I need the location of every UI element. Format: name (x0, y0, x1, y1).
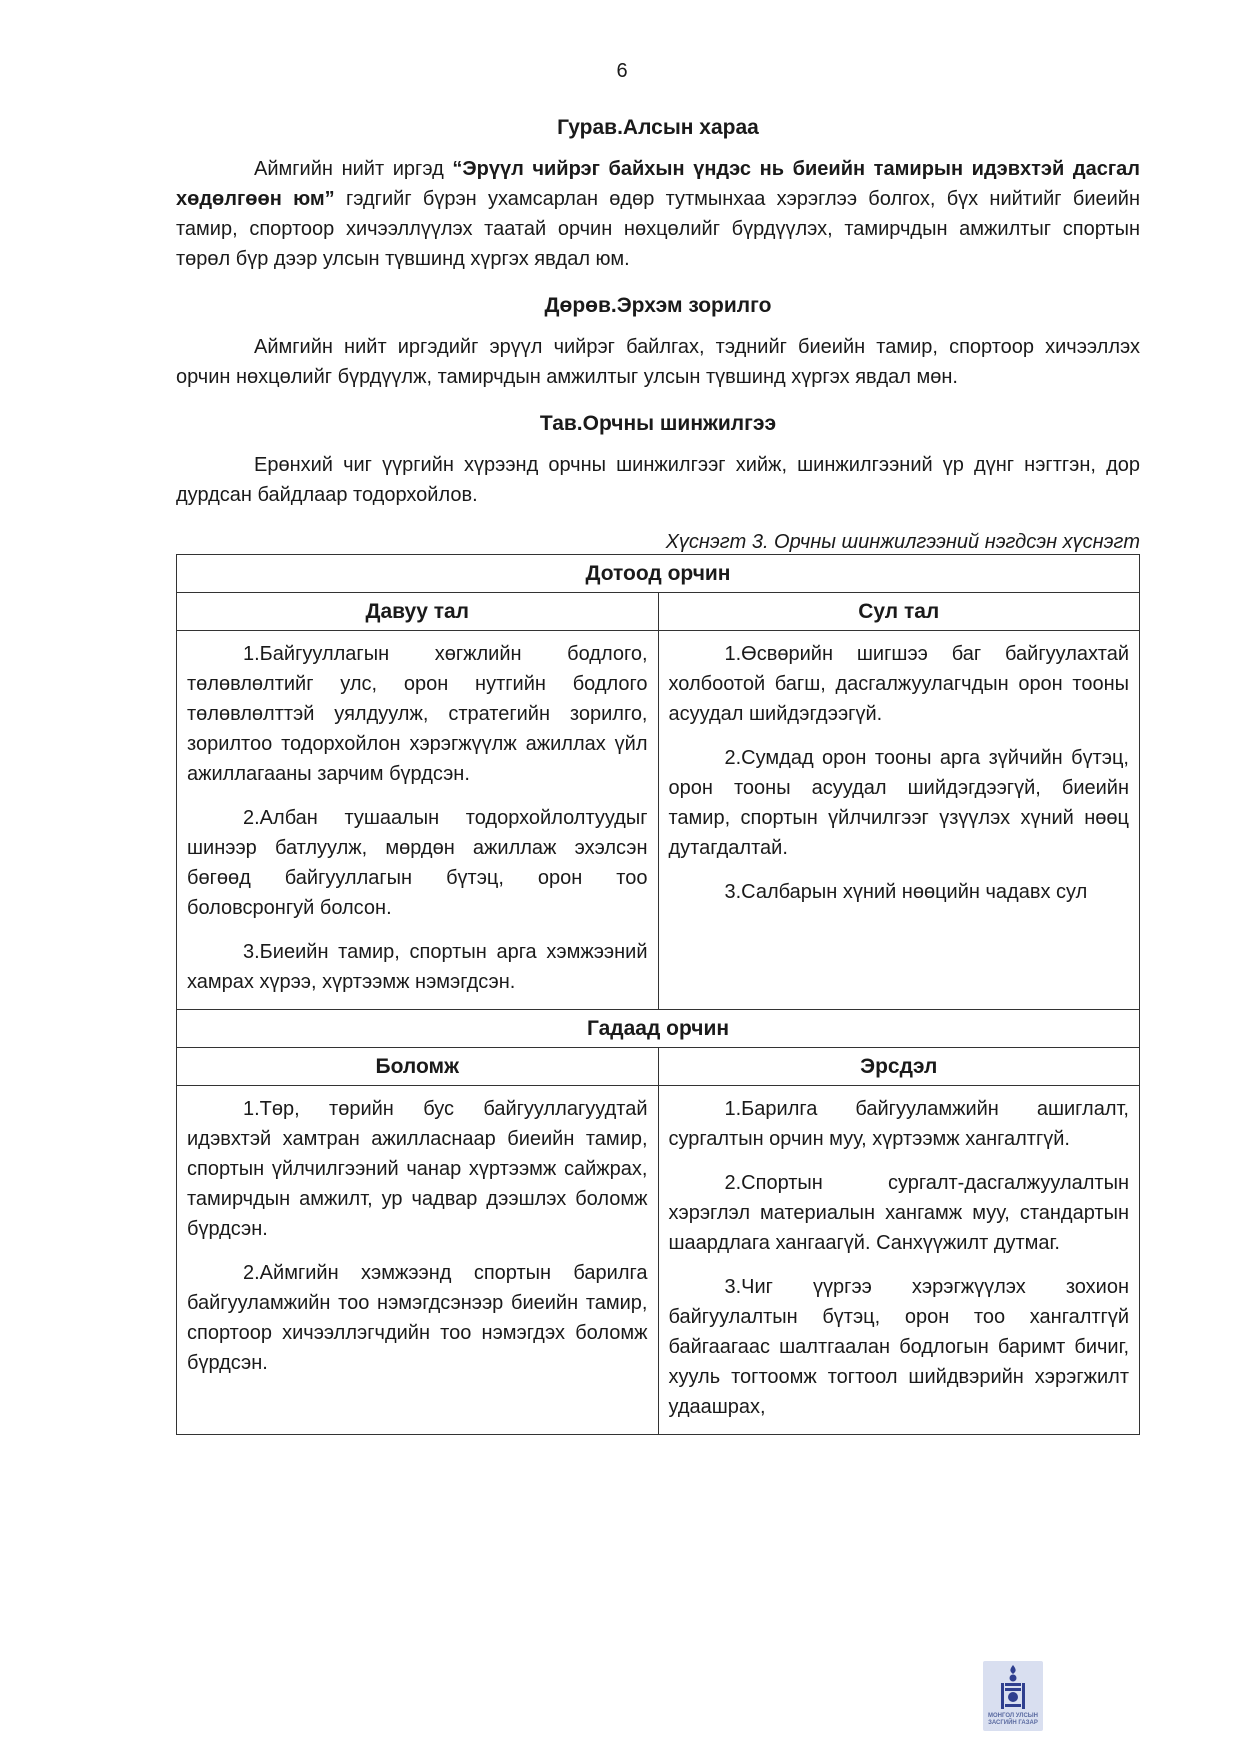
logo-line-1: МОНГОЛ УЛСЫН (988, 1713, 1038, 1719)
table-caption: Хүснэгт 3. Орчны шинжилгээний нэгдсэн хүснэгт (665, 531, 1140, 553)
vision-lead: Аймгийн нийт иргэд (254, 158, 453, 180)
internal-header-row (177, 555, 1140, 593)
opportunity-item: 1.Төр, төрийн бус байгууллагуудтай идэвхтэй хамтран ажилласнаар биеийн тамир, спортын үйлчилгээний чанар хүртээмж сайжрах, тамирчдын амжилт, ур чадвар дээшлэх боломж бүрдсэн. (187, 1098, 648, 1240)
threat-item: 2.Спортын сургалт-дасгалжуулалтын хэрэглэл материалын хангамж муу, стандартын шаардлага хангаагүй. Санхүүжилт дутмаг. (668, 1172, 1129, 1254)
weakness-item: 3.Салбарын хүний нөөцийн чадавх сул (724, 881, 1088, 903)
external-header-row (177, 1010, 1140, 1048)
vision-paragraph (176, 154, 1140, 274)
threat-item: 1.Барилга байгууламжийн ашиглалт, сургалтын орчин муу, хүртээмж хангалтгүй. (668, 1098, 1129, 1150)
strengths-header: Давуу тал (177, 593, 659, 631)
opportunities-header: Боломж (177, 1048, 659, 1086)
section-title-vision: Гурав.Алсын хараа (557, 116, 759, 139)
threat-item: 3.Чиг үүргээ хэрэгжүүлэх зохион байгуулалтын бүтэц, орон тоо хангалтгүй байгаагаас шалтгаалан бодлогын баримт бичиг, хууль тогтоомж тогтоол шийдвэрийн хэрэгжилт удаашрах, (668, 1276, 1129, 1418)
analysis-paragraph: Ерөнхий чиг үүргийн хүрээнд орчны шинжилгээг хийж, шинжилгээний үр дүнг нэгтгэн, дор дурдсан байдлаар тодорхойлов. (176, 454, 1140, 506)
weaknesses-cell (658, 631, 1140, 1010)
threats-header: Эрсдэл (658, 1048, 1140, 1086)
soyombo-icon (983, 1661, 1043, 1713)
opportunity-item: 2.Аймгийн хэмжээнд спортын барилга байгууламжийн тоо нэмэгдсэнээр биеийн тамир, спортоор хичээллэгчдийн тоо нэмэгдэх боломж бүрдсэн. (187, 1262, 648, 1374)
weaknesses-header: Сул тал (658, 593, 1140, 631)
strength-item: 2.Албан тушаалын тодорхойлолтуудыг шинээр батлуулж, мөрдөн ажиллаж эхэлсэн бөгөөд байгууллагын бүтэц, орон тоо боловсронгуй болсон. (187, 807, 648, 919)
government-logo (983, 1661, 1043, 1731)
section-title-mission: Дөрөв.Эрхэм зорилго (544, 294, 772, 317)
section-title-analysis: Тав.Орчны шинжилгээ (539, 412, 777, 435)
vision-quote: “Эрүүл чийрэг байхын үндэс нь биеийн тамирын идэвхтэй дасгал хөдөлгөөн юм” (176, 158, 1140, 210)
internal-environment-header: Дотоод орчин (177, 555, 1140, 593)
logo-line-2: ЗАСГИЙН ГАЗАР (988, 1720, 1038, 1726)
strength-item: 3.Биеийн тамир, спортын арга хэмжээний хамрах хүрээ, хүртээмж нэмэгдсэн. (187, 941, 648, 993)
threats-cell (658, 1086, 1140, 1435)
internal-content-row (177, 631, 1140, 1010)
document-body (176, 116, 1140, 1435)
internal-subheader-row (177, 593, 1140, 631)
swot-table (176, 554, 1140, 1435)
weakness-item: 2.Сумдад орон тооны арга зүйчийн бүтэц, орон тооны асуудал шийдэгдээгүй, биеийн тамир, спортын үйлчилгээг үзүүлэх хүний нөөц дутагдалтай. (668, 747, 1129, 859)
external-content-row (177, 1086, 1140, 1435)
weakness-item: 1.Өсвөрийн шигшээ баг байгуулахтай холбоотой багш, дасгалжуулагчдын орон тооны асуудал шийдэгдээгүй. (668, 643, 1129, 725)
strengths-cell (177, 631, 659, 1010)
external-environment-header: Гадаад орчин (177, 1010, 1140, 1048)
page-number: 6 (616, 60, 628, 82)
opportunities-cell (177, 1086, 659, 1435)
mission-paragraph: Аймгийн нийт иргэдийг эрүүл чийрэг байлгах, тэднийг биеийн тамир, спортоор хичээллэх орчин нөхцөлийг бүрдүүлж, тамирчдын амжилтыг улсын түвшинд хүргэх явдал мөн. (176, 336, 1140, 388)
strength-item: 1.Байгууллагын хөгжлийн бодлого, төлөвлөлтийг улс, орон нутгийн бодлого төлөвлөлттэй уялдуулж, стратегийн зорилго, зорилтоо тодорхойлон хэрэгжүүлж ажиллах үйл ажиллагааны зарчим бүрдсэн. (187, 643, 648, 785)
external-subheader-row (177, 1048, 1140, 1086)
vision-rest: гэдгийг бүрэн ухамсарлан өдөр тутмынхаа хэрэглээ болгох, бүх нийтийг биеийн тамир, спортоор хичээллүүлэх таатай орчин нөхцөлийг бүрдүүлэх, тамирчдын амжилтыг спортын төрөл бүр дээр улсын түвшинд хүргэх явдал юм. (176, 188, 1140, 270)
